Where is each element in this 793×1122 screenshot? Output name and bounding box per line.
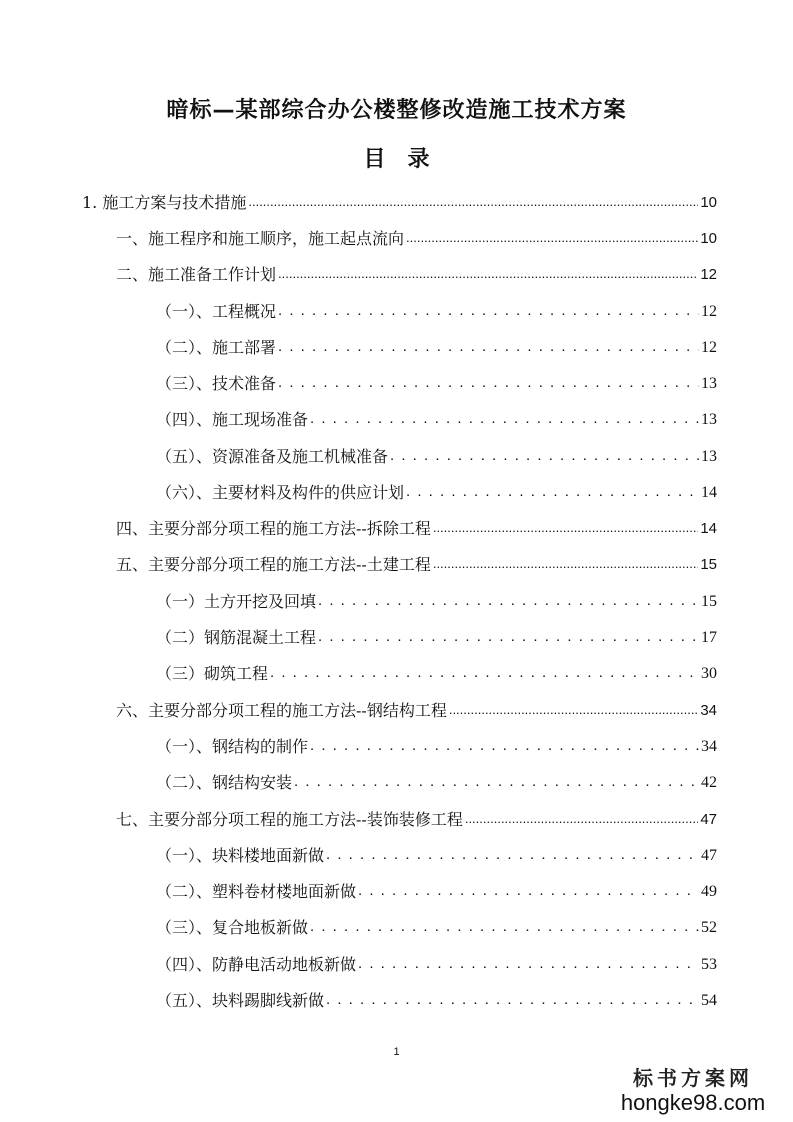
toc-entry[interactable] <box>156 478 717 504</box>
toc-entry-page: 12 <box>701 339 717 356</box>
toc-leader <box>326 990 699 1012</box>
toc-entry[interactable] <box>156 913 717 939</box>
toc-entry-page: 10 <box>700 194 717 211</box>
toc-entry-label: （一）、钢结构的制作 <box>156 737 309 756</box>
toc-entry-page: 17 <box>701 629 717 646</box>
toc-entry-label: （五）、资源准备及施工机械准备 <box>156 447 389 466</box>
toc-leader <box>318 627 699 649</box>
toc-entry[interactable] <box>156 587 717 613</box>
toc-entry-page: 34 <box>701 738 717 755</box>
toc-leader <box>278 301 699 323</box>
toc-entry[interactable] <box>116 696 717 722</box>
toc-leader <box>358 954 699 976</box>
toc-entry-page: 10 <box>700 230 717 247</box>
toc-leader <box>358 881 699 903</box>
toc-entry-label: （三）、复合地板新做 <box>156 918 309 937</box>
toc-entry-page: 13 <box>701 411 717 428</box>
toc-entry-label: （三）砌筑工程 <box>156 664 269 683</box>
toc-leader <box>310 736 699 758</box>
document-title: 暗标—某部综合办公楼整修改造施工技术方案 <box>166 98 627 123</box>
toc-entry[interactable] <box>156 442 717 468</box>
toc-entry-label: （一）土方开挖及回填 <box>156 592 317 611</box>
toc-leader <box>465 809 698 831</box>
toc-entry[interactable] <box>116 805 717 831</box>
toc-entry[interactable] <box>116 550 717 576</box>
toc-entry[interactable] <box>156 405 717 431</box>
toc-entry-label: （四）、施工现场准备 <box>156 410 309 429</box>
toc-leader <box>326 845 699 867</box>
toc-heading: 目 录 <box>363 147 430 172</box>
toc-entry[interactable] <box>116 514 717 540</box>
toc-leader <box>433 554 698 576</box>
toc-entry[interactable] <box>156 297 717 323</box>
toc-entry-label: 1. 施工方案与技术措施 <box>82 193 247 212</box>
toc-entry-label: 四、主要分部分项工程的施工方法--拆除工程 <box>116 519 431 538</box>
toc-entry[interactable] <box>156 986 717 1012</box>
toc-entry[interactable] <box>156 659 717 685</box>
toc-entry-label: （二）钢筋混凝土工程 <box>156 628 317 647</box>
toc-entry-label: 五、主要分部分项工程的施工方法--土建工程 <box>116 555 431 574</box>
toc-entry[interactable] <box>156 877 717 903</box>
toc-entry[interactable] <box>116 260 717 286</box>
toc-entry[interactable] <box>156 732 717 758</box>
toc-entry-page: 47 <box>701 847 717 864</box>
toc-entry-page: 14 <box>701 484 717 501</box>
toc-leader <box>270 663 699 685</box>
toc-entry-page: 13 <box>701 375 717 392</box>
toc-entry-page: 54 <box>701 992 717 1009</box>
toc-entry-page: 15 <box>700 556 717 573</box>
toc-entry-label: （二）、钢结构安装 <box>156 773 293 792</box>
toc-leader <box>278 264 698 286</box>
toc-leader <box>406 228 698 250</box>
toc-entry-page: 13 <box>701 448 717 465</box>
toc-leader <box>406 482 699 504</box>
toc-entry-page: 49 <box>701 883 717 900</box>
toc-entry-label: （一）、工程概况 <box>156 302 277 321</box>
toc-entry-page: 53 <box>701 956 717 973</box>
toc-entry-label: 二、施工准备工作计划 <box>116 265 277 284</box>
toc-entry-label: 七、主要分部分项工程的施工方法--装饰装修工程 <box>116 810 463 829</box>
toc-leader <box>449 700 698 722</box>
watermark-cn: 标书方案网 <box>633 1066 753 1090</box>
toc-entry-label: （四）、防静电活动地板新做 <box>156 955 357 974</box>
toc-entry-label: （二）、施工部署 <box>156 338 277 357</box>
toc-entry-page: 34 <box>700 702 717 719</box>
toc-entry-page: 42 <box>701 774 717 791</box>
toc-leader <box>390 446 699 468</box>
toc-entry-page: 52 <box>701 919 717 936</box>
toc-entry[interactable] <box>156 623 717 649</box>
toc-leader <box>318 591 699 613</box>
toc-leader <box>310 409 699 431</box>
toc-entry-page: 47 <box>700 811 717 828</box>
toc-entry[interactable] <box>116 224 717 250</box>
watermark-en: hongke98.com <box>620 1090 766 1115</box>
toc-entry-page: 30 <box>701 665 717 682</box>
toc-entry-label: （三）、技术准备 <box>156 374 277 393</box>
toc-entry-label: （一）、块料楼地面新做 <box>156 846 325 865</box>
toc-entry-page: 12 <box>701 303 717 320</box>
toc-entry-label: （五）、块料踢脚线新做 <box>156 991 325 1010</box>
toc-entry-page: 14 <box>700 520 717 537</box>
toc-leader <box>278 337 699 359</box>
page-number: 1 <box>393 1046 400 1058</box>
toc-entry-label: 六、主要分部分项工程的施工方法--钢结构工程 <box>116 701 447 720</box>
toc-entry[interactable] <box>156 841 717 867</box>
toc-leader <box>278 373 699 395</box>
toc-entry[interactable] <box>156 768 717 794</box>
toc-leader <box>310 917 699 939</box>
toc-entry[interactable] <box>156 333 717 359</box>
toc-leader <box>248 192 698 214</box>
toc-entry-label: （二）、塑料卷材楼地面新做 <box>156 882 357 901</box>
toc-entry[interactable] <box>82 188 717 214</box>
toc-entry-label: （六）、主要材料及构件的供应计划 <box>156 483 405 502</box>
toc-entry-page: 12 <box>700 266 717 283</box>
toc-leader <box>433 518 698 540</box>
toc-entry-label: 一、施工程序和施工顺序，施工起点流向 <box>116 229 405 248</box>
toc-leader <box>294 772 699 794</box>
watermark <box>603 1066 783 1116</box>
toc-entry[interactable] <box>156 950 717 976</box>
toc-entry-page: 15 <box>701 593 717 610</box>
toc-entry[interactable] <box>156 369 717 395</box>
